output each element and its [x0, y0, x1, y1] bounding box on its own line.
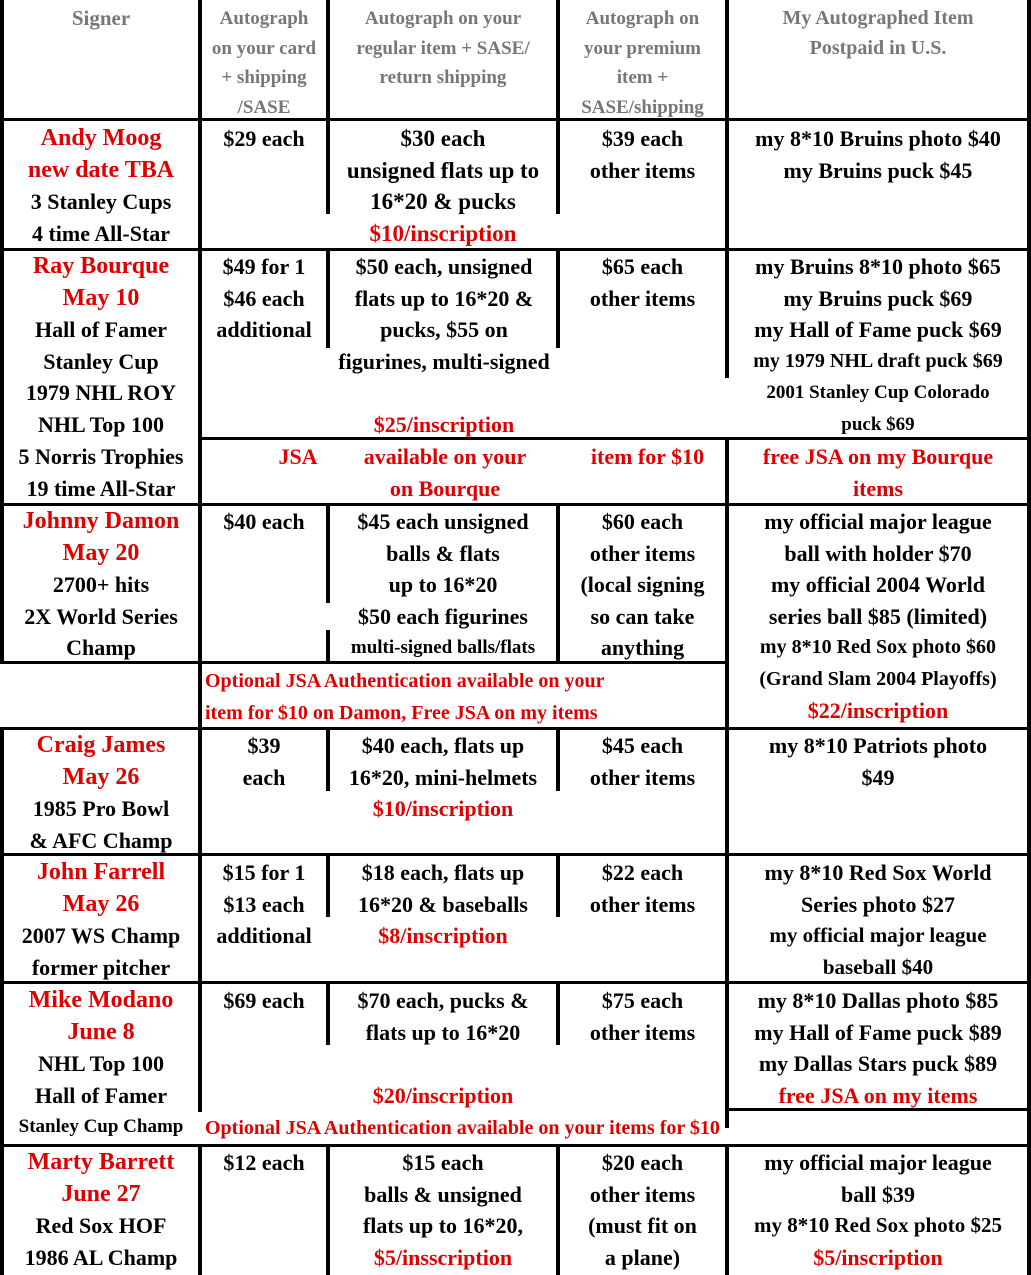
header-line: on your card	[211, 37, 317, 59]
price-line: my Bruins puck $69	[783, 285, 973, 311]
price-line: other items	[589, 764, 696, 790]
signer-fact: Stanley Cup	[43, 348, 159, 374]
signing-date: June 27	[61, 1180, 141, 1207]
price-line: $12 each	[223, 1150, 305, 1175]
header-my-item	[729, 4, 1027, 63]
price-line: (local signing	[580, 572, 705, 597]
price-line: other items	[589, 157, 696, 183]
header-line: /SASE	[237, 96, 291, 118]
card-price	[202, 123, 326, 155]
signer-fact: former pitcher	[31, 954, 171, 980]
price-line: so can take	[590, 603, 695, 629]
my-item-price	[729, 1147, 1027, 1273]
price-line: each	[242, 764, 286, 790]
premium-price	[560, 857, 725, 920]
signer-fact: 19 time All-Star	[26, 475, 176, 501]
jsa-line: available on your	[363, 444, 527, 469]
card-price	[202, 985, 326, 1017]
signer-name: Andy Moog	[40, 125, 162, 151]
price-line: (must fit on	[588, 1213, 697, 1238]
signer-name: Ray Bourque	[32, 253, 170, 279]
price-line: $45 each unsigned	[357, 509, 529, 534]
signer-fact-extra	[4, 441, 198, 504]
premium-price	[560, 985, 725, 1048]
price-line: $29 each	[223, 126, 305, 151]
jsa-line: on Bourque	[389, 475, 501, 501]
price-line: 16*20, mini-helmets	[348, 764, 538, 790]
price-line: multi-signed balls/flats	[350, 637, 536, 658]
price-line: $20 each	[601, 1150, 684, 1175]
my-item-price	[729, 506, 1027, 727]
price-line: my Dallas Stars puck $89	[758, 1051, 998, 1076]
signer-cell	[4, 506, 198, 664]
header-line: Autograph on	[585, 8, 700, 29]
price-line: $60 each	[601, 509, 684, 534]
signing-date: May 26	[62, 890, 140, 917]
price-line: unsigned flats up to	[346, 157, 540, 183]
price-line: additional	[216, 923, 312, 948]
signer-fact: Hall of Famer	[35, 317, 167, 342]
signer-fact: 2007 WS Champ	[21, 923, 181, 948]
price-line: $39	[247, 733, 281, 758]
signer-fact: 3 Stanley Cups	[30, 189, 172, 214]
my-item-price	[729, 857, 1027, 983]
header-signer: Signer	[71, 6, 131, 30]
regular-price	[330, 123, 556, 249]
price-line: 16*20 & baseballs	[358, 891, 528, 917]
signer-cell	[4, 1147, 198, 1273]
inscription-price: $22/inscription	[807, 698, 949, 723]
price-line: $39 each	[601, 126, 684, 151]
price-line: my 8*10 Dallas photo $85	[757, 988, 999, 1013]
price-line: (Grand Slam 2004 Playoffs)	[759, 667, 997, 690]
price-line: $15 for 1	[222, 860, 306, 885]
price-line: $13 each	[223, 891, 305, 917]
signer-fact: 5 Norris Trophies	[18, 444, 184, 469]
signer-fact: 1986 AL Champ	[24, 1244, 178, 1270]
jsa-note: Optional JSA Authentication available on your items for $10	[205, 1117, 720, 1139]
price-line: $50 each figurines	[358, 603, 528, 629]
price-line: my 8*10 Patriots photo	[768, 733, 988, 758]
inscription-price: $5/inscription	[813, 1244, 943, 1270]
price-line: my 8*10 Red Sox photo $25	[754, 1213, 1002, 1237]
signing-date: June 8	[67, 1018, 135, 1045]
signer-fact: 1979 NHL ROY	[25, 380, 177, 405]
header-regular	[330, 4, 556, 93]
price-line: balls & unsigned	[364, 1181, 522, 1207]
header-line: Postpaid in U.S.	[809, 36, 947, 59]
price-line: $40 each	[223, 509, 305, 534]
header-line: Autograph	[219, 8, 309, 29]
jsa-note: item for $10	[590, 444, 705, 469]
premium-price	[560, 506, 725, 664]
inscription-price: $10/inscription	[369, 220, 517, 246]
price-line: $65 each	[601, 254, 684, 279]
price-line: $50 each, unsigned	[355, 254, 533, 279]
price-line: $30 each	[400, 126, 486, 151]
signer-fact: & AFC Champ	[29, 827, 173, 853]
header-line: SASE/shipping	[581, 96, 704, 118]
price-line: baseball $40	[822, 954, 934, 979]
price-line: balls & flats	[386, 540, 500, 566]
price-line: 2001 Stanley Cup Colorado	[766, 382, 990, 403]
header-line: regular item + SASE/	[356, 37, 530, 59]
price-line: flats up to 16*20,	[362, 1213, 524, 1238]
signing-date: new date TBA	[27, 156, 175, 183]
signing-date: May 26	[62, 763, 140, 790]
card-price	[202, 506, 326, 538]
price-line: $46 each	[223, 285, 305, 311]
spacer	[330, 1048, 556, 1080]
signer-fact: NHL Top 100	[38, 411, 164, 437]
signing-date: May 20	[62, 539, 140, 566]
price-line: other items	[589, 1181, 696, 1207]
price-line: $18 each, flats up	[361, 860, 525, 885]
price-line: up to 16*20	[388, 572, 498, 597]
price-line: other items	[589, 285, 696, 311]
jsa-my-items: free JSA on my items	[778, 1082, 978, 1108]
premium-price	[560, 251, 725, 314]
price-line: $49 for 1	[222, 254, 306, 279]
regular-price	[330, 985, 556, 1111]
card-price	[202, 730, 326, 793]
regular-price	[330, 730, 556, 825]
col-divider	[1027, 0, 1031, 1275]
price-line: Series photo $27	[801, 891, 955, 917]
my-item-price	[729, 251, 1027, 440]
header-premium	[560, 4, 725, 122]
row-divider	[0, 118, 1031, 121]
signer-name: Mike Modano	[28, 987, 174, 1013]
signer-cell	[4, 985, 198, 1143]
signer-fact: Hall of Famer	[35, 1082, 167, 1108]
price-line: $45 each	[601, 733, 684, 758]
price-line: ball $39	[841, 1181, 915, 1207]
premium-price	[560, 123, 725, 186]
jsa-line: Optional JSA Authentication available on your	[205, 670, 605, 692]
jsa-line: items	[852, 475, 904, 501]
regular-price	[330, 506, 556, 664]
price-line: my Hall of Fame puck $89	[754, 1019, 1002, 1045]
my-item-price	[729, 985, 1027, 1111]
jsa-line: item for $10 on Damon, Free JSA on my items	[205, 701, 598, 724]
price-line: $40 each, flats up	[361, 733, 525, 758]
card-price	[202, 1147, 326, 1179]
header-line: + shipping	[221, 67, 307, 88]
signer-cell	[4, 123, 198, 249]
signer-fact: 4 time All-Star	[31, 220, 171, 246]
signer-name: Johnny Damon	[22, 508, 180, 534]
price-line: $49	[861, 764, 895, 790]
inscription-price: $5/insscription	[373, 1244, 513, 1270]
my-item-price	[729, 730, 1027, 793]
price-line: $70 each, pucks &	[357, 988, 529, 1013]
price-line: my official 2004 World	[770, 572, 986, 597]
signer-cell	[4, 251, 198, 440]
jsa-note: JSA	[278, 444, 318, 469]
signer-cell	[4, 857, 198, 983]
price-line: flats up to 16*20	[365, 1019, 521, 1045]
price-line: ball with holder $70	[784, 540, 972, 566]
signer-fact: Champ	[66, 635, 136, 660]
price-line: puck $69	[841, 413, 915, 435]
header-line: return shipping	[379, 67, 507, 88]
header-line: your premium	[584, 37, 701, 59]
card-price	[202, 251, 326, 346]
my-item-price	[729, 123, 1027, 186]
price-line: my 8*10 Bruins photo $40	[755, 126, 1001, 151]
signer-name: Craig James	[36, 732, 166, 758]
inscription-price: $20/inscription	[372, 1082, 514, 1108]
signer-name: John Farrell	[36, 859, 166, 885]
premium-price	[560, 730, 725, 793]
regular-price	[316, 251, 572, 440]
card-price	[202, 857, 326, 952]
regular-price	[330, 1147, 556, 1273]
jsa-my-items	[729, 441, 1027, 504]
price-line: other items	[589, 540, 696, 566]
signer-fact: 1985 Pro Bowl	[32, 796, 170, 821]
price-line: my 8*10 Red Sox World	[764, 860, 992, 885]
header-line: My Autographed Item	[782, 7, 974, 29]
header-line: item +	[616, 67, 669, 88]
price-line: my 8*10 Red Sox photo $60	[759, 636, 997, 658]
price-line: anything	[600, 635, 685, 660]
price-line: pucks, $55 on	[380, 317, 508, 342]
signer-fact: 2700+ hits	[52, 572, 150, 597]
jsa-note	[205, 666, 605, 729]
price-line: my Bruins 8*10 photo $65	[755, 254, 1001, 279]
price-line: my official major league	[769, 923, 987, 947]
price-line: $69 each	[223, 988, 305, 1013]
signer-fact: Red Sox HOF	[35, 1213, 167, 1238]
signer-fact: 2X World Series	[24, 603, 178, 629]
header-line: Autograph on your	[364, 8, 522, 29]
price-line: 16*20 & pucks	[370, 189, 516, 214]
jsa-line: free JSA on my Bourque	[762, 444, 994, 469]
price-line: series ball $85 (limited)	[768, 603, 988, 629]
price-line: my Hall of Fame puck $69	[754, 317, 1002, 342]
price-line: additional	[216, 317, 312, 342]
regular-price	[330, 857, 556, 952]
premium-price	[560, 1147, 725, 1273]
signer-fact: Stanley Cup Champ	[18, 1116, 184, 1137]
price-line: $75 each	[601, 988, 684, 1013]
signer-fact: NHL Top 100	[38, 1051, 164, 1076]
price-line: flats up to 16*20 &	[354, 285, 534, 311]
price-line: a plane)	[604, 1244, 681, 1270]
inscription-price: $10/inscription	[372, 796, 514, 821]
spacer	[316, 377, 572, 409]
inscription-price: $25/inscription	[373, 411, 515, 437]
signing-date: May 10	[62, 284, 140, 311]
price-line: other items	[589, 1019, 696, 1045]
header-card	[202, 4, 326, 122]
price-line: $22 each	[601, 860, 684, 885]
jsa-note	[340, 441, 550, 504]
price-line: my Bruins puck $45	[783, 157, 973, 183]
signer-name: Marty Barrett	[27, 1149, 175, 1175]
price-line: my 1979 NHL draft puck $69	[753, 349, 1003, 372]
price-line: figurines, multi-signed	[338, 348, 550, 374]
signer-cell	[4, 730, 198, 856]
price-line: my official major league	[764, 509, 992, 534]
inscription-price: $8/inscription	[378, 923, 508, 948]
price-line: my official major league	[764, 1150, 992, 1175]
price-line: other items	[589, 891, 696, 917]
price-line: $15 each	[402, 1150, 484, 1175]
